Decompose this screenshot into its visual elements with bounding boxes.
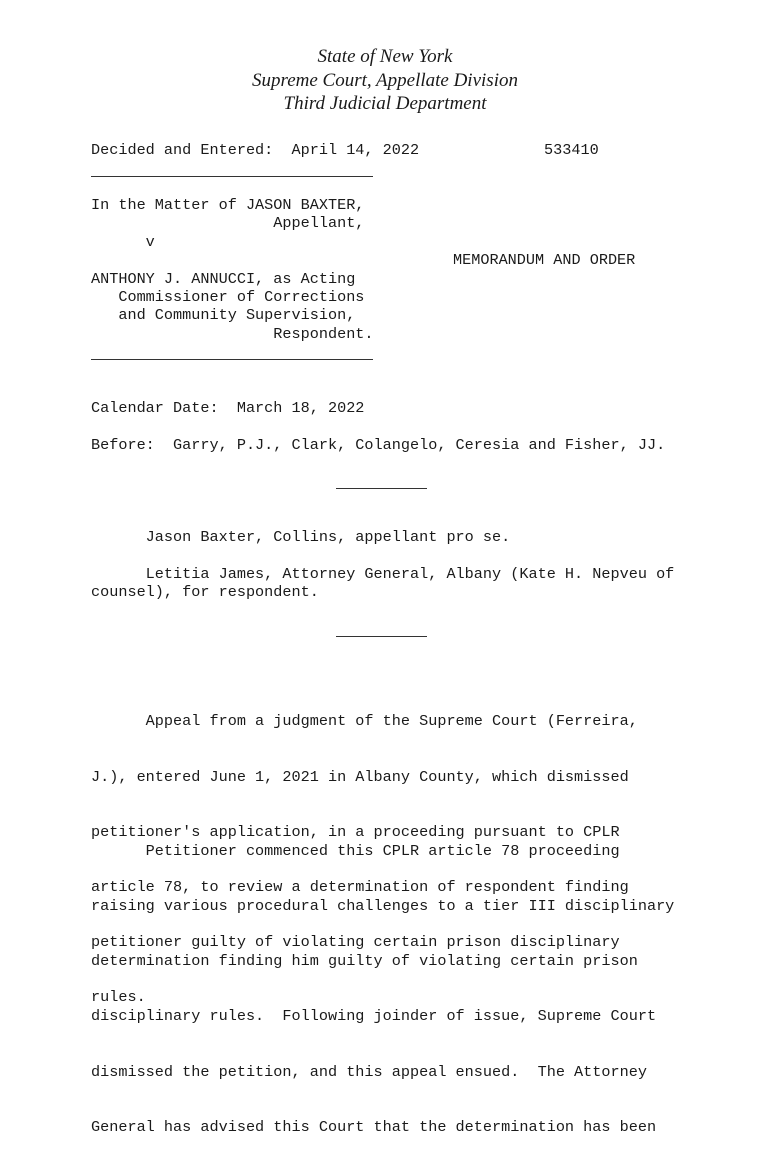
- counsel-respondent-line-2: counsel), for respondent.: [91, 582, 319, 601]
- body-line: General has advised this Court that the determination has been: [91, 1117, 657, 1136]
- body-paragraph-2: [91, 805, 674, 1173]
- docket-number: 533410: [544, 141, 599, 159]
- decided-entered: Decided and Entered: April 14, 2022: [91, 141, 420, 159]
- caption-bottom-rule: [91, 359, 373, 360]
- caption-line-7: Respondent.: [91, 324, 374, 343]
- caption-line-1: In the Matter of JASON BAXTER,: [91, 196, 365, 214]
- panel-before: Before: Garry, P.J., Clark, Colangelo, Ceresia and Fisher, JJ.: [91, 435, 666, 454]
- body-line: petitioner guilty of violating certain prison disciplinary: [91, 933, 620, 952]
- court-name: Supreme Court, Appellate Division: [252, 69, 518, 91]
- caption-top-rule: [91, 176, 373, 177]
- caption-line-6: and Community Supervision,: [91, 306, 356, 325]
- court-department: Third Judicial Department: [283, 93, 487, 114]
- body-line: petitioner's application, in a proceeding pursuant to CPLR: [91, 822, 620, 841]
- body-line: rules.: [91, 988, 146, 1007]
- caption-line-3: v: [91, 232, 155, 251]
- section-divider-1: [336, 488, 427, 489]
- body-line: article 78, to review a determination of respondent finding: [91, 877, 629, 896]
- court-state: State of New York: [317, 46, 453, 67]
- counsel-respondent-line-1: Letitia James, Attorney General, Albany (Kate H. Nepveu of: [91, 564, 675, 583]
- body-line: dismissed the petition, and this appeal ensued. The Attorney: [91, 1062, 647, 1081]
- caption-line-4: ANTHONY J. ANNUCCI, as Acting: [91, 269, 356, 288]
- body-line: determination finding him guilty of violating certain prison: [91, 952, 638, 971]
- body-line: disciplinary rules. Following joinder of issue, Supreme Court: [91, 1007, 657, 1026]
- calendar-date: Calendar Date: March 18, 2022: [91, 398, 365, 417]
- body-line: raising various procedural challenges to a tier III disciplinary: [91, 897, 675, 916]
- body-line: Appeal from a judgment of the Supreme Court (Ferreira,: [91, 712, 638, 731]
- caption-line-2: Appellant,: [91, 214, 365, 233]
- section-divider-2: [336, 636, 427, 637]
- body-line: J.), entered June 1, 2021 in Albany County, which dismissed: [91, 767, 629, 786]
- memorandum-title: MEMORANDUM AND ORDER: [453, 251, 636, 270]
- body-line: Petitioner commenced this CPLR article 78 proceeding: [91, 841, 620, 860]
- caption-line-5: Commissioner of Corrections: [91, 288, 365, 306]
- counsel-appellant: Jason Baxter, Collins, appellant pro se.: [91, 527, 511, 546]
